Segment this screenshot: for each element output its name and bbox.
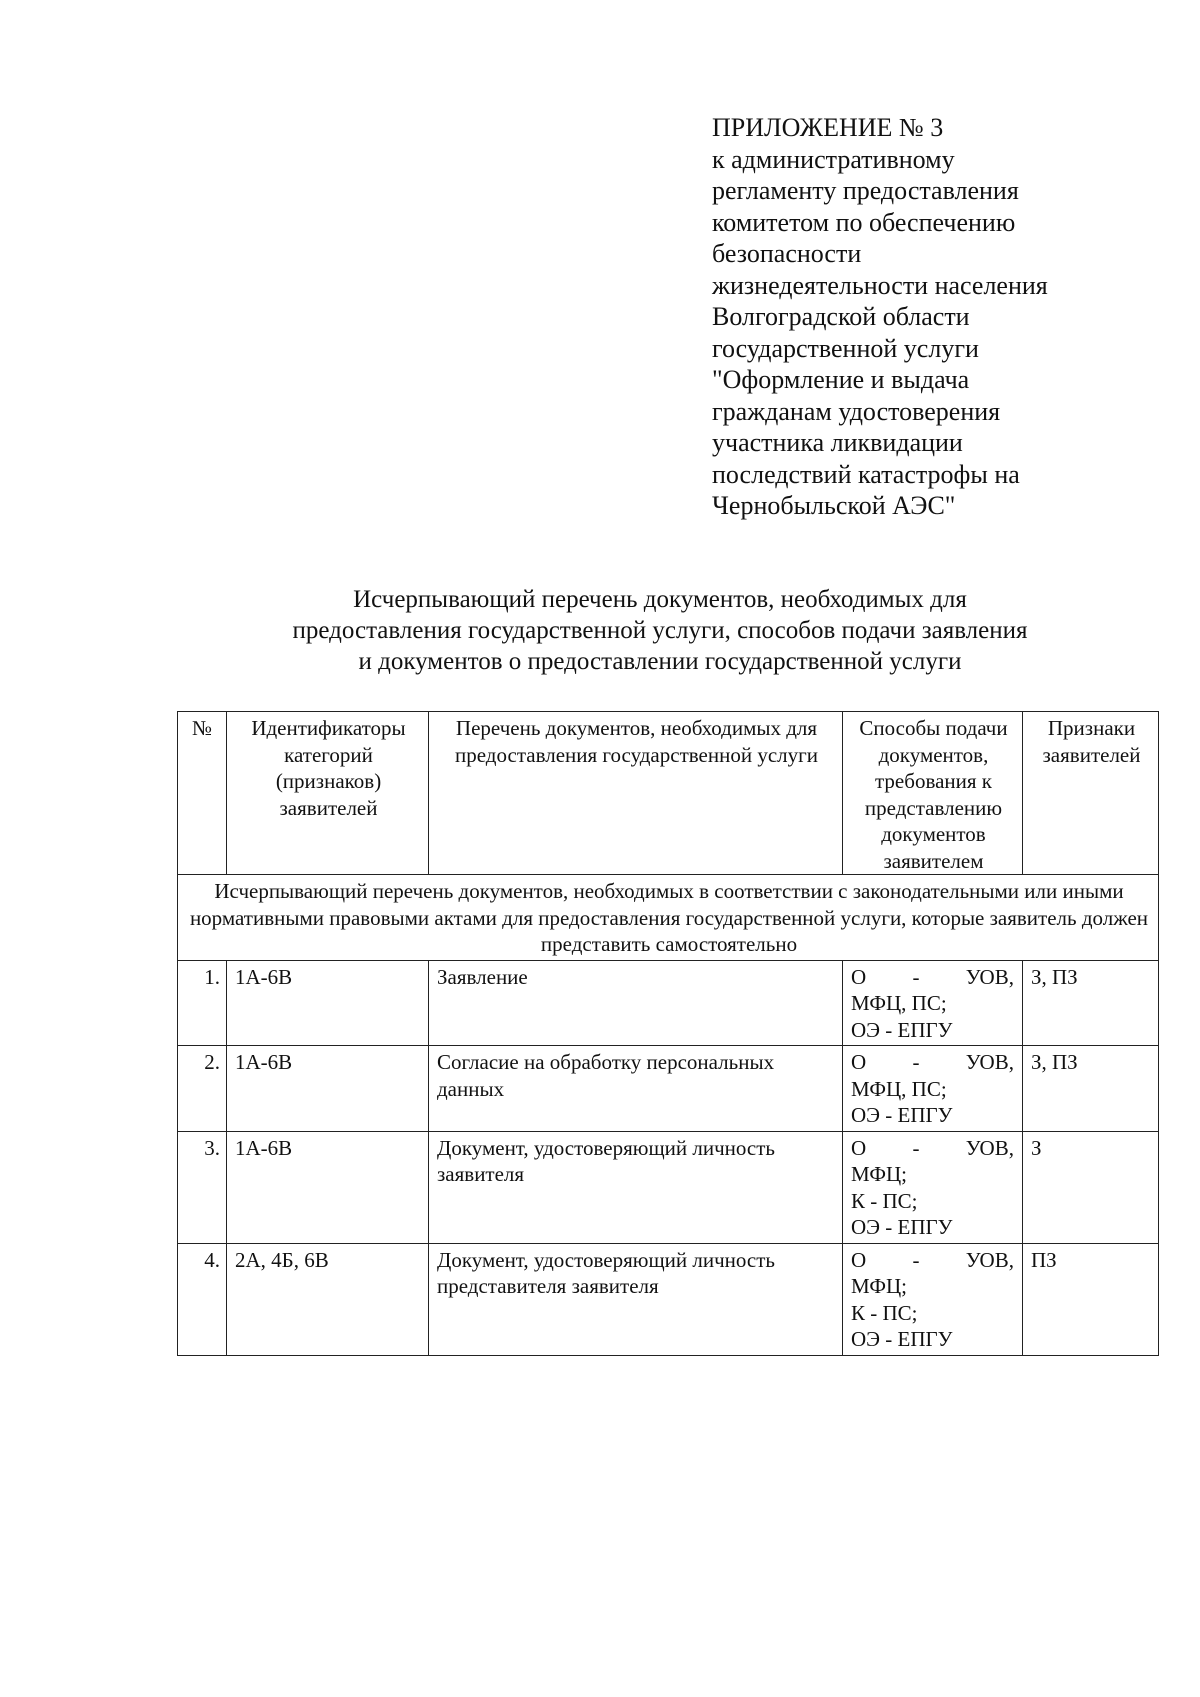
method-right: УОВ,: [965, 964, 1014, 989]
row-ids: 1А-6В: [227, 960, 429, 1046]
header-identifiers: Идентификаторы категорий (признаков) заявителей: [227, 712, 429, 875]
row-signs: ПЗ: [1023, 1243, 1159, 1355]
method-left: О: [851, 1050, 867, 1074]
appendix-line: к административному: [712, 144, 955, 174]
header-signs: Признаки заявителей: [1023, 712, 1159, 875]
appendix-line: регламенту предоставления: [712, 176, 1019, 205]
appendix-line: "Оформление и выдача: [712, 365, 970, 394]
appendix-line: Волгоградской области: [712, 302, 970, 331]
table-row: [178, 1046, 1159, 1132]
row-method: [843, 1046, 1023, 1132]
appendix-line: гражданам удостоверения: [712, 396, 1001, 426]
row-num: 1.: [178, 960, 227, 1046]
method-dash: -: [912, 1135, 920, 1160]
row-signs: З, ПЗ: [1023, 960, 1159, 1046]
row-num: 3.: [178, 1131, 227, 1243]
row-method: [843, 1243, 1023, 1355]
row-document: Согласие на обработку персональных данных: [429, 1046, 843, 1132]
row-document: Документ, удостоверяющий личность заявителя: [429, 1131, 843, 1243]
method-left: О: [851, 964, 867, 989]
row-ids: 2А, 4Б, 6В: [227, 1243, 429, 1355]
method-first-line: [851, 1049, 1016, 1076]
document-title: [160, 584, 1160, 677]
row-document: Заявление: [429, 960, 843, 1046]
title-line: предоставления государственной услуги, способов подачи заявления: [292, 617, 1028, 644]
table-row: [178, 1131, 1159, 1243]
method-dash: -: [912, 1247, 920, 1272]
method-rest: МФЦ, ПС; ОЭ - ЕПГУ: [851, 991, 953, 1042]
appendix-line: комитетом по обеспечению: [712, 207, 1016, 237]
method-first-line: [851, 964, 1016, 991]
header-num: №: [178, 712, 227, 875]
method-dash: -: [912, 964, 920, 989]
method-rest: МФЦ, ПС; ОЭ - ЕПГУ: [851, 1076, 953, 1127]
documents-table: [177, 711, 1159, 1356]
row-method: [843, 960, 1023, 1046]
method-right: УОВ,: [965, 1247, 1014, 1272]
table-row: [178, 1243, 1159, 1355]
method-right: УОВ,: [965, 1135, 1014, 1160]
table-header-row: [178, 712, 1159, 875]
row-method: [843, 1131, 1023, 1243]
header-methods: Способы подачи документов, требования к представлению документов заявителем: [843, 712, 1023, 875]
row-signs: З: [1023, 1131, 1159, 1243]
method-dash: -: [912, 1050, 920, 1074]
row-num: 2.: [178, 1046, 227, 1132]
section-row: [178, 875, 1159, 961]
header-documents: Перечень документов, необходимых для предоставления государственной услуги: [429, 712, 843, 875]
method-left: О: [851, 1247, 867, 1272]
method-first-line: [851, 1135, 1016, 1162]
appendix-line: жизнедеятельности населения: [712, 270, 1048, 300]
appendix-line: последствий катастрофы на: [712, 459, 1020, 489]
appendix-block: [712, 112, 1152, 522]
method-first-line: [851, 1247, 1016, 1274]
appendix-line: безопасности: [712, 239, 862, 268]
title-line: и документов о предоставлении государственной услуги: [358, 648, 962, 675]
row-signs: З, ПЗ: [1023, 1046, 1159, 1132]
section-caption: Исчерпывающий перечень документов, необходимых в соответствии с законодательными или иными нормативными правовыми актами для предоставления государственной услуги, которые заявитель должен представить самостоятельно: [178, 875, 1159, 961]
row-num: 4.: [178, 1243, 227, 1355]
table-row: [178, 960, 1159, 1046]
method-rest: МФЦ; К - ПС; ОЭ - ЕПГУ: [851, 1162, 953, 1239]
appendix-line: государственной услуги: [712, 333, 979, 363]
appendix-line: Чернобыльской АЭС": [712, 491, 956, 520]
appendix-line: участника ликвидации: [712, 428, 963, 457]
appendix-heading: ПРИЛОЖЕНИЕ № 3: [712, 113, 944, 142]
title-line: Исчерпывающий перечень документов, необходимых для: [353, 586, 967, 613]
method-left: О: [851, 1135, 867, 1160]
row-ids: 1А-6В: [227, 1046, 429, 1132]
method-right: УОВ,: [965, 1050, 1014, 1074]
method-rest: МФЦ; К - ПС; ОЭ - ЕПГУ: [851, 1274, 953, 1351]
row-ids: 1А-6В: [227, 1131, 429, 1243]
row-document: Документ, удостоверяющий личность представителя заявителя: [429, 1243, 843, 1355]
